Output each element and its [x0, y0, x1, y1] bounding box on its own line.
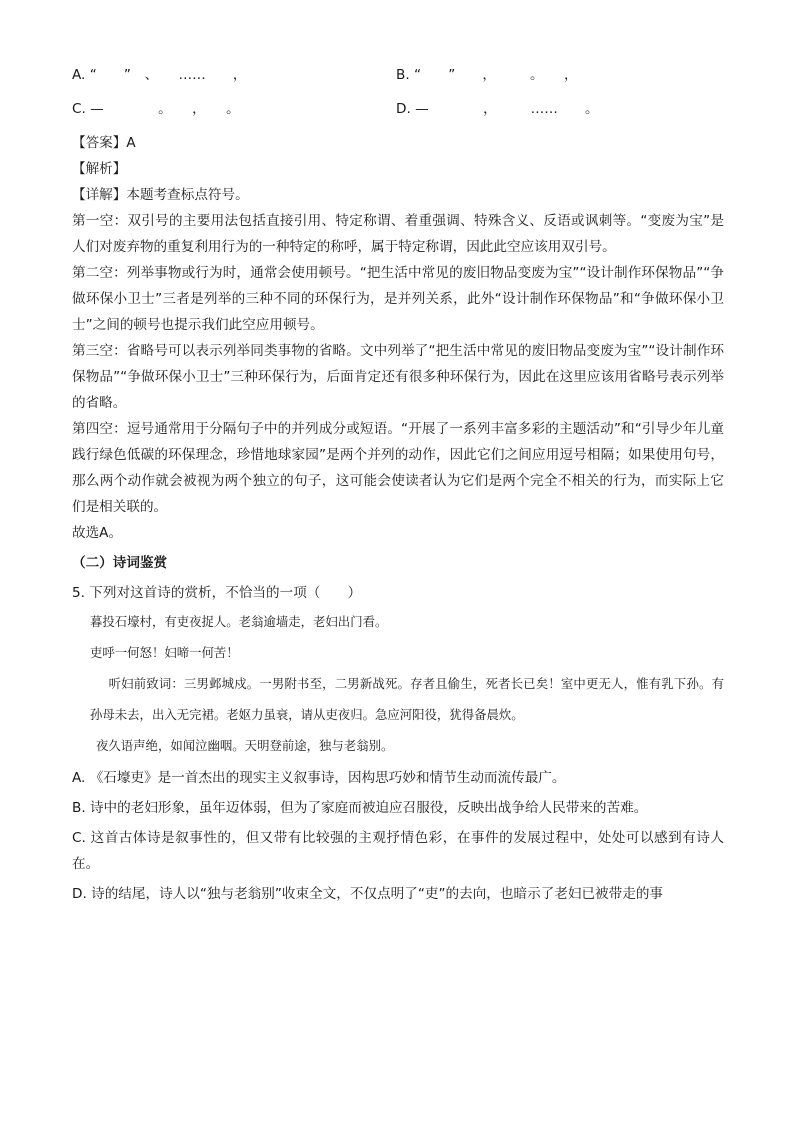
q5-option-b: B. 诗中的老妇形象，虽年迈体弱，但为了家庭而被迫应召服役，反映出战争给人民带来的苦难。 — [72, 800, 648, 816]
conclusion-line: 故选A。 — [72, 525, 123, 541]
analysis-para-3: 第三空：省略号可以表示列举同类事物的省略。文中列举了“把生活中常见的废旧物品变废为宝”“设计制作环保物品”“争做环保小卫士”三种环保行为，后面肯定还有很多种环保行为，因此在这里应该用省略号表示列举的省略。 — [72, 343, 724, 411]
question-5: 5. 下列对这首诗的赏析，不恰当的一项（ ） — [72, 585, 362, 601]
q5-option-a: A. 《石壕吏》是一首杰出的现实主义叙事诗，因构思巧妙和情节生动而流传最广。 — [72, 770, 566, 786]
analysis-para-1: 第一空：双引号的主要用法包括直接引用、特定称谓、着重强调、特殊含义、反语或讽刺等。“变废为宝”是人们对废弃物的重复利用行为的一种特定的称呼，属于特定称谓，因此此空应该用双引号。 — [72, 213, 724, 255]
option-b: B. “ ” ， 。 ， — [396, 67, 578, 83]
option-a: A. “ ” 、 …… ， — [72, 67, 247, 83]
answer-label: 【答案】 — [72, 135, 127, 151]
answer-line — [72, 130, 724, 156]
analysis-para-2: 第二空：列举事物或行为时，通常会使用顿号。“把生活中常见的废旧物品变废为宝”“设计制作环保物品”“争做环保小卫士”三者是列举的三种不同的环保行为，是并列关系，此外“设计制作环保物品”和“争做环保小卫士”之间的顿号也提示我们此空应用顿号。 — [72, 265, 724, 333]
analysis-para-4: 第四空：逗号通常用于分隔句子中的并列成分或短语。“开展了一系列丰富多彩的主题活动”和“引导少年儿童践行绿色低碳的环保理念，珍惜地球家园”是两个并列的动作，因此它们之间应用逗号相隔；如果使用句号，那么两个动作就会被视为两个独立的句子，这可能会使读者认为它们是两个完全不相关的行为，而实际上它们是相关联的。 — [72, 421, 724, 515]
detail-line: 【详解】本题考查标点符号。 — [72, 187, 249, 203]
poem-line-4: 夜久语声绝，如闻泣幽咽。天明登前途，独与老翁别。 — [96, 738, 394, 753]
section-title: （二）诗词鉴赏 — [72, 555, 168, 571]
analysis-label: 【解析】 — [72, 161, 127, 177]
q5-option-d: D. 诗的结尾，诗人以“独与老翁别”收束全文，不仅点明了“吏”的去向，也暗示了老妇已被带走的事 — [72, 886, 664, 902]
option-d: D. — ， …… 。 — [396, 101, 599, 117]
option-c: C. — 。 ， 。 — [72, 101, 240, 117]
options-row-ab — [72, 62, 724, 96]
poem-line-1: 暮投石壕村，有吏夜捉人。老翁逾墙走，老妇出门看。 — [90, 614, 388, 629]
document-page — [72, 62, 724, 907]
options-row-cd — [72, 96, 724, 130]
poem-line-3: 听妇前致词：三男邺城戍。一男附书至，二男新战死。存者且偷生，死者长已矣！室中更无人，惟有乳下孙。有孙母未去，出入无完裙。老妪力虽衰，请从吏夜归。急应河阳役，犹得备晨炊。 — [90, 676, 724, 722]
answer-value: A — [126, 135, 136, 151]
q5-option-c: C. 这首古体诗是叙事性的，但又带有比较强的主观抒情色彩，在事件的发展过程中，处处可以感到有诗人在。 — [72, 830, 724, 872]
poem-line-2: 吏呼一何怒！妇啼一何苦！ — [90, 645, 239, 660]
